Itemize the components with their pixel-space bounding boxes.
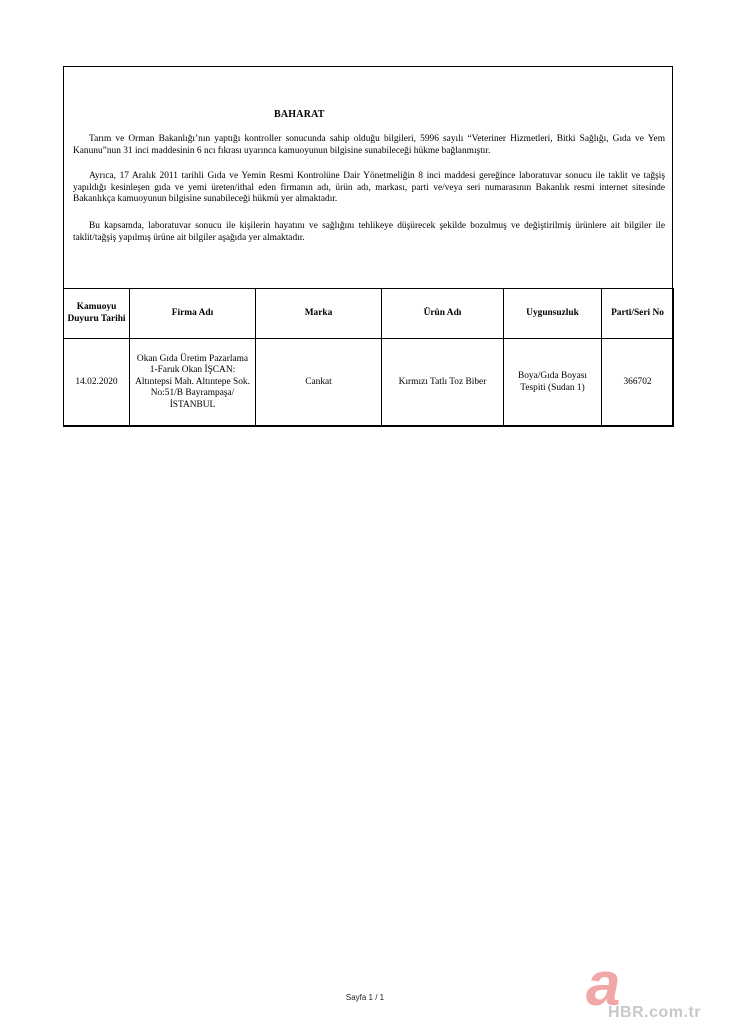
table-header-row	[64, 289, 674, 339]
cell-brand: Cankat	[256, 339, 382, 427]
intro-section	[64, 67, 672, 289]
product-table	[63, 288, 674, 427]
header-brand: Marka	[256, 289, 382, 339]
cell-announcement-date: 14.02.2020	[64, 339, 130, 427]
cell-nonconformity: Boya/Gıda Boyası Tespiti (Sudan 1)	[504, 339, 602, 427]
header-product-name: Ürün Adı	[382, 289, 504, 339]
header-nonconformity: Uygunsuzluk	[504, 289, 602, 339]
paragraph-1: Tarım ve Orman Bakanlığı’nın yaptığı kontroller sonucunda sahip olduğu bilgileri, 5996 sayılı “Veteriner Hizmetleri, Bitki Sağlığı, Gıda ve Yem Kanunu”nun 31 inci maddesinin 6 ncı fıkrası uyarınca kamuoyunun bilgisine sunabileceği hükme bağlanmıştır.	[73, 134, 665, 156]
page-footer: Sayfa 1 / 1	[345, 993, 385, 1002]
watermark-text: HBR.com.tr	[608, 1004, 702, 1021]
watermark-letter: a	[586, 950, 621, 1019]
header-announcement-date: Kamuoyu Duyuru Tarihi	[64, 289, 130, 339]
header-batch-number: Parti/Seri No	[602, 289, 674, 339]
paragraph-3: Bu kapsamda, laboratuvar sonucu ile kişilerin hayatını ve sağlığını tehlikeye düşürecek şekilde bozulmuş ve değiştirilmiş ürünlere ait bilgiler ile taklit/tağşiş yapılmış ürüne ait bilgiler aşağıda yer almaktadır.	[73, 221, 665, 243]
watermark-logo	[586, 950, 726, 1024]
cell-product-name: Kırmızı Tatlı Toz Biber	[382, 339, 504, 427]
document-title: BAHARAT	[274, 109, 325, 120]
cell-batch-number: 366702	[602, 339, 674, 427]
header-company-name: Firma Adı	[130, 289, 256, 339]
paragraph-2: Ayrıca, 17 Aralık 2011 tarihli Gıda ve Yemin Resmi Kontrolüne Dair Yönetmeliğin 8 inci maddesi gereğince laboratuvar sonucu ile taklit ve tağşiş yapıldığı kesinleşen gıda ve yemi üreten/ithal eden firmanın adı, ürün adı, markası, parti ve/veya seri numarasının Bakanlık resmi internet sitesinde Bakanlıkça kamuoyunun bilgisine sunabileceği hükmü yer almaktadır.	[73, 171, 665, 204]
cell-company-name: Okan Gıda Üretim Pazarlama 1-Faruk Okan İŞCAN: Altıntepsi Mah. Altıntepe Sok. No:51/B Bayrampaşa/İSTANBUL	[130, 339, 256, 427]
table-row	[64, 339, 674, 427]
document-frame	[63, 66, 673, 426]
